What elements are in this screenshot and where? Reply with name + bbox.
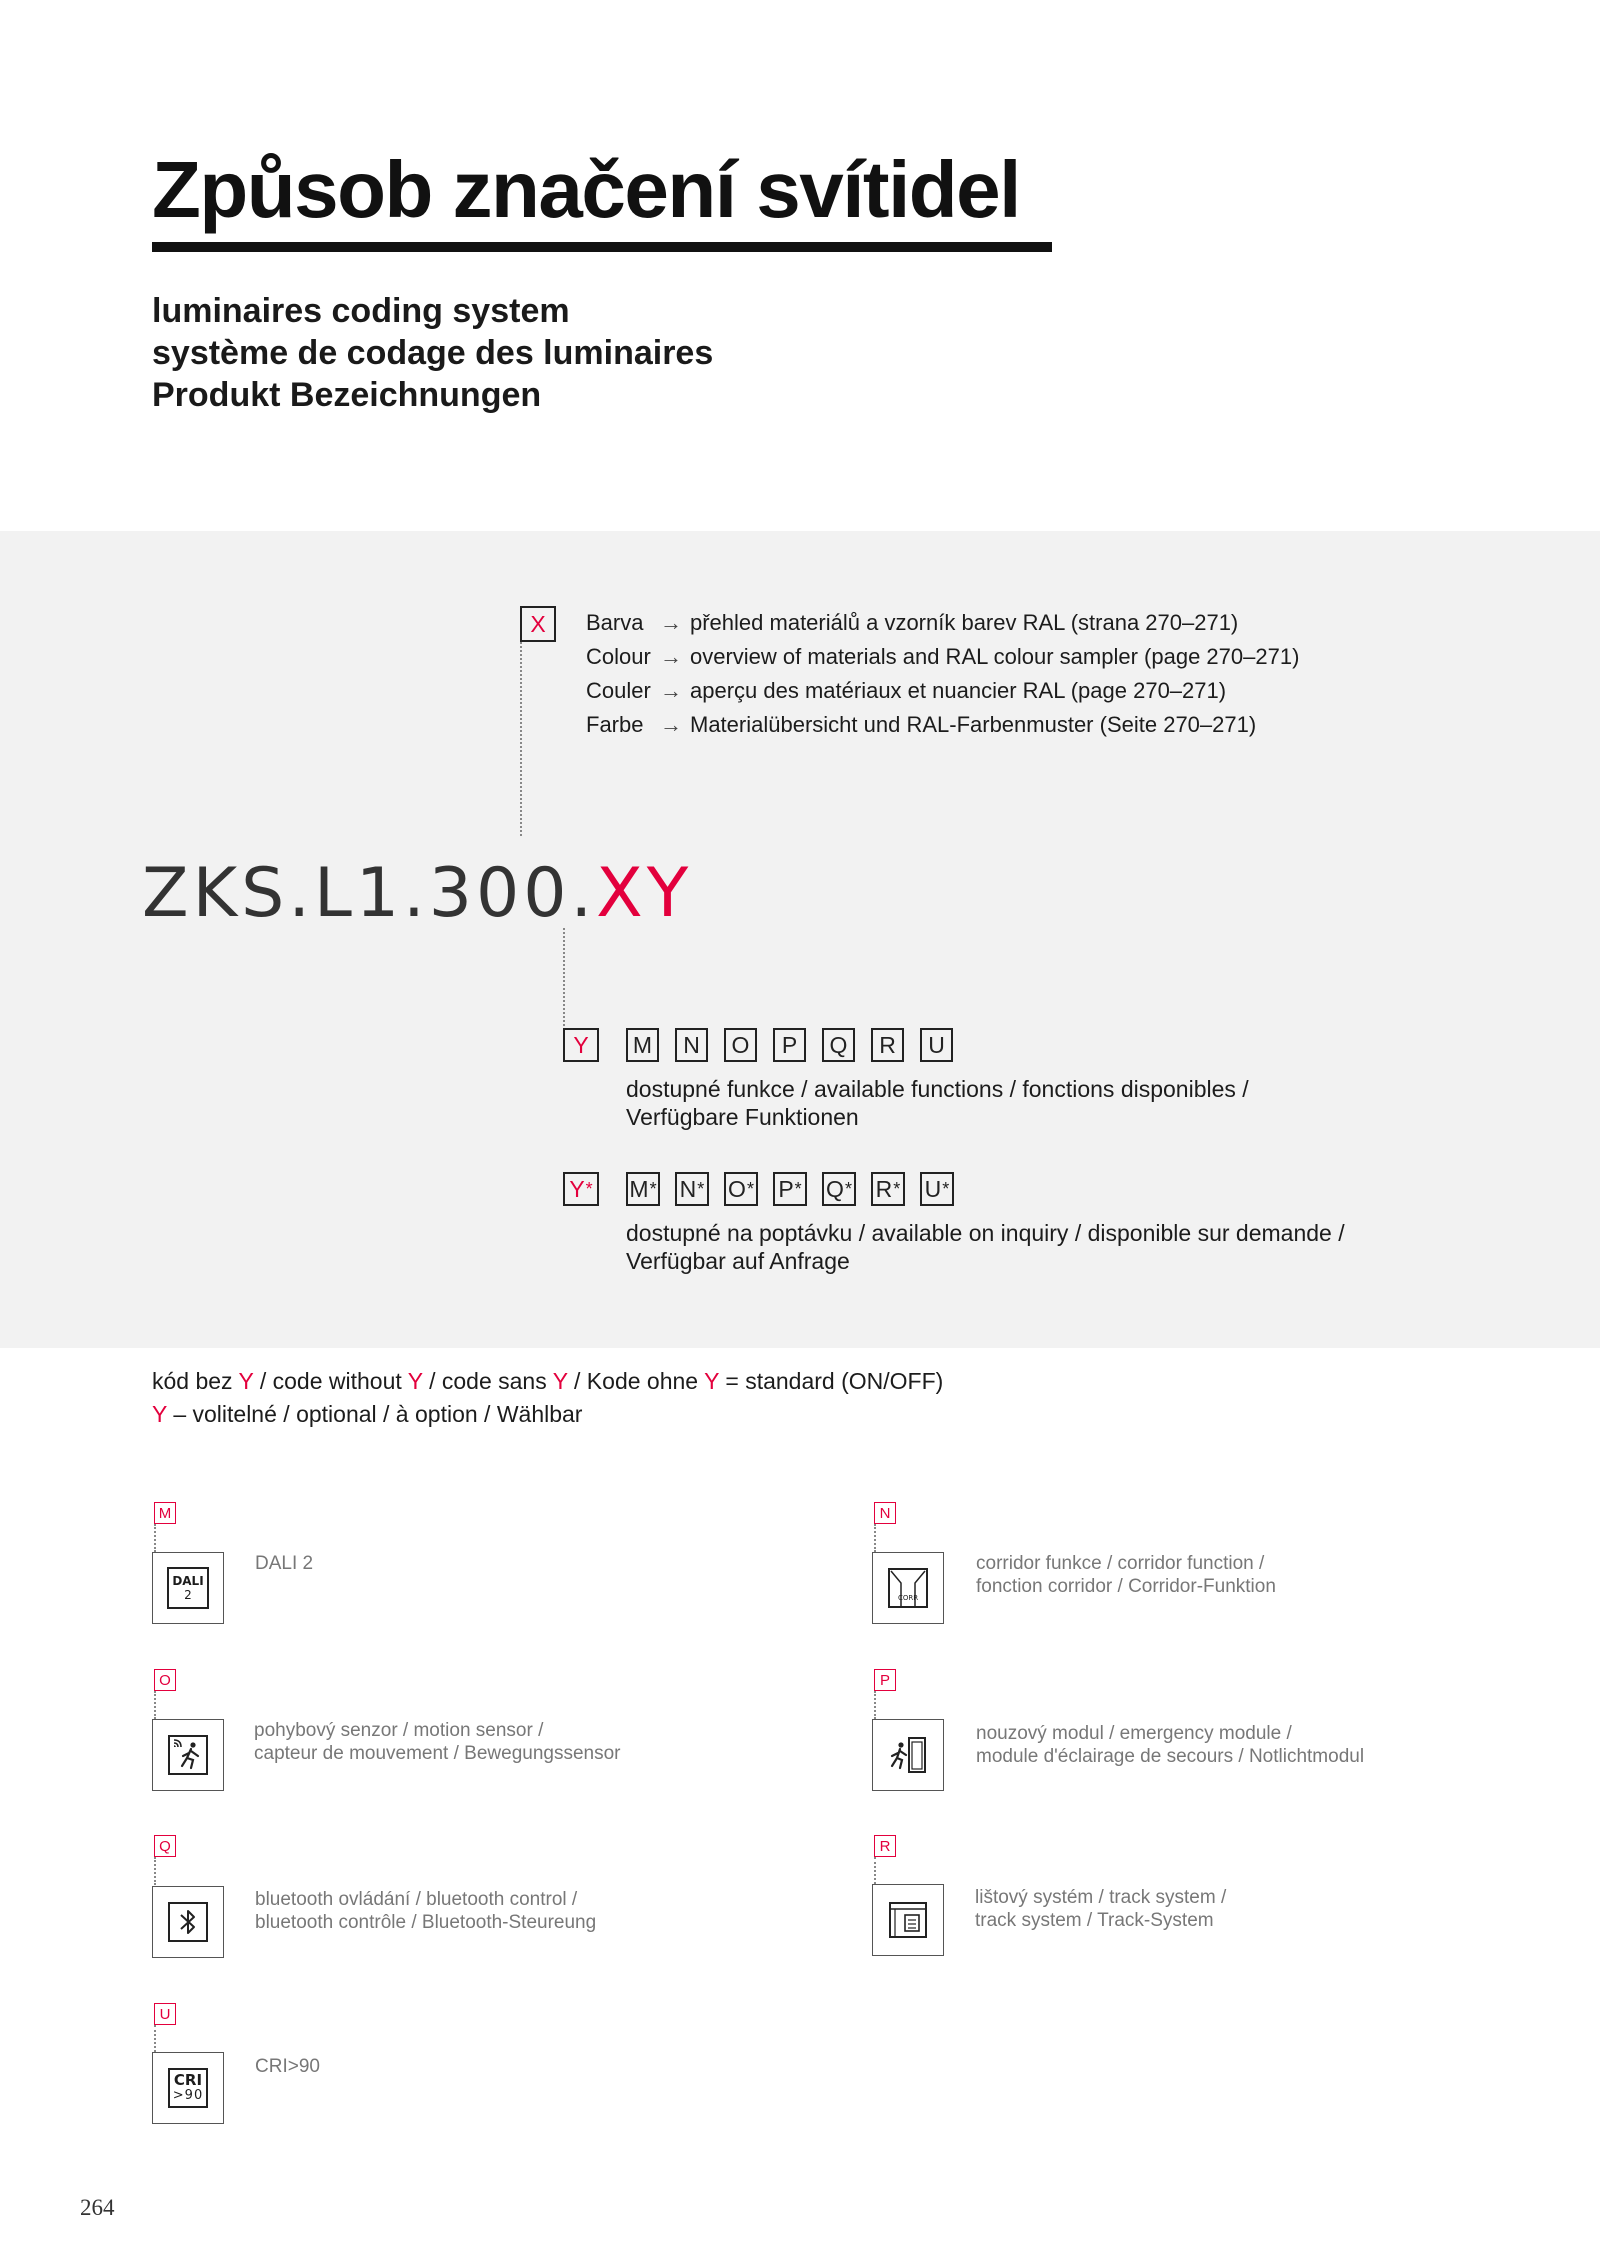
arrow-right-icon: → <box>660 610 682 635</box>
colour-row-en <box>586 646 1386 672</box>
subtitle-fr: système de codage des luminaires <box>152 334 714 372</box>
colour-label-en: Colour <box>586 644 651 669</box>
function-label-p: nouzový modul / emergency module / module d'éclairage de secours / Notlichtmodul <box>976 1723 1365 1767</box>
colour-marker-x: X <box>520 606 556 642</box>
title-underline <box>152 242 1052 252</box>
function-badge-m: M <box>154 1502 176 1524</box>
colour-label-fr: Couler <box>586 678 651 703</box>
function-badge-n: N <box>874 1502 896 1524</box>
available-description <box>626 1075 1249 1131</box>
colour-text-de: Materialübersicht und RAL-Farbenmuster (Seite 270–271) <box>690 712 1257 737</box>
dali-icon: DALI 2 <box>152 1552 224 1624</box>
available-marker-y: Y <box>563 1028 599 1062</box>
subtitle-en: luminaires coding system <box>152 292 570 330</box>
available-letter-u: U <box>920 1028 953 1062</box>
inquiry-letter-q: Q * <box>822 1172 856 1206</box>
svg-text:CORR: CORR <box>897 1594 919 1602</box>
note-optional: Y – volitelné / optional / à option / Wählbar <box>152 1401 583 1427</box>
function-badge-r: R <box>874 1835 896 1857</box>
inquiry-letter-o: O * <box>724 1172 758 1206</box>
bluetooth-icon <box>152 1886 224 1958</box>
product-code-suffix: XY <box>596 854 693 933</box>
available-letters <box>626 1028 953 1062</box>
function-connector-u <box>154 2025 156 2052</box>
available-letter-q: Q <box>822 1028 855 1062</box>
available-desc-line1: dostupné funkce / available functions / fonctions disponibles / <box>626 1076 1249 1102</box>
inquiry-description <box>626 1219 1345 1275</box>
subtitle-de: Produkt Bezeichnungen <box>152 376 542 414</box>
colour-text-en: overview of materials and RAL colour sampler (page 270–271) <box>690 644 1300 669</box>
cri-icon: CRI >90 <box>152 2052 224 2124</box>
colour-label-cz: Barva <box>586 610 644 635</box>
page-title: Způsob značení svítidel <box>152 145 1020 234</box>
colour-text-fr: aperçu des matériaux et nuancier RAL (page 270–271) <box>690 678 1227 703</box>
colour-text-cz: přehled materiálů a vzorník barev RAL (strana 270–271) <box>690 610 1239 635</box>
function-connector-o <box>154 1691 156 1719</box>
function-label-m: DALI 2 <box>255 1553 314 1574</box>
corridor-icon <box>872 1552 944 1624</box>
inquiry-letter-p: P * <box>773 1172 807 1206</box>
function-badge-u: U <box>154 2003 176 2025</box>
colour-connector <box>520 642 522 836</box>
function-connector-r <box>874 1857 876 1884</box>
arrow-right-icon: → <box>660 644 682 669</box>
function-connector-m <box>154 1524 156 1552</box>
available-letter-n: N <box>675 1028 708 1062</box>
colour-row-fr <box>586 680 1386 706</box>
function-connector-p <box>874 1691 876 1719</box>
inquiry-letters <box>626 1172 954 1206</box>
available-letter-m: M <box>626 1028 659 1062</box>
note-standard: kód bez Y / code without Y / code sans Y / Kode ohne Y = standard (ON/OFF) <box>152 1368 944 1394</box>
inquiry-marker-letter: Y <box>569 1175 585 1202</box>
function-label-o: pohybový senzor / motion sensor / capteur de mouvement / Bewegungssensor <box>254 1720 621 1764</box>
colour-row-cz <box>586 612 1386 638</box>
function-connector <box>563 928 565 1026</box>
asterisk-icon: * <box>585 1179 593 1199</box>
product-code-prefix: ZKS.L1.300. <box>142 854 597 933</box>
function-label-q: bluetooth ovládání / bluetooth control / bluetooth contrôle / Bluetooth-Steureung <box>255 1889 597 1933</box>
function-badge-o: O <box>154 1669 176 1691</box>
function-label-n: corridor funkce / corridor function / fonction corridor / Corridor-Funktion <box>976 1553 1276 1597</box>
inquiry-desc-line1: dostupné na poptávku / available on inquiry / disponible sur demande / <box>626 1220 1345 1246</box>
function-connector-q <box>154 1857 156 1885</box>
colour-label-de: Farbe <box>586 712 644 737</box>
available-letter-p: P <box>773 1028 806 1062</box>
inquiry-letter-u: U * <box>920 1172 954 1206</box>
arrow-right-icon: → <box>660 712 682 737</box>
inquiry-marker-y <box>563 1172 599 1206</box>
page-number: 264 <box>80 2195 115 2220</box>
available-letter-r: R <box>871 1028 904 1062</box>
inquiry-letter-n: N * <box>675 1172 709 1206</box>
arrow-right-icon: → <box>660 678 682 703</box>
available-letter-o: O <box>724 1028 757 1062</box>
inquiry-letter-r: R * <box>871 1172 905 1206</box>
inquiry-desc-line2: Verfügbar auf Anfrage <box>626 1248 850 1274</box>
colour-row-de <box>586 714 1386 740</box>
motion-sensor-icon <box>152 1719 224 1791</box>
function-label-r: lištový systém / track system / track system / Track-System <box>975 1887 1227 1931</box>
available-desc-line2: Verfügbare Funktionen <box>626 1104 859 1130</box>
track-system-icon <box>872 1884 944 1956</box>
function-badge-q: Q <box>154 1835 176 1857</box>
function-badge-p: P <box>874 1669 896 1691</box>
function-label-u: CRI>90 <box>255 2056 320 2077</box>
product-code <box>142 854 693 933</box>
inquiry-letter-m: M * <box>626 1172 660 1206</box>
emergency-exit-icon <box>872 1719 944 1791</box>
function-connector-n <box>874 1524 876 1552</box>
